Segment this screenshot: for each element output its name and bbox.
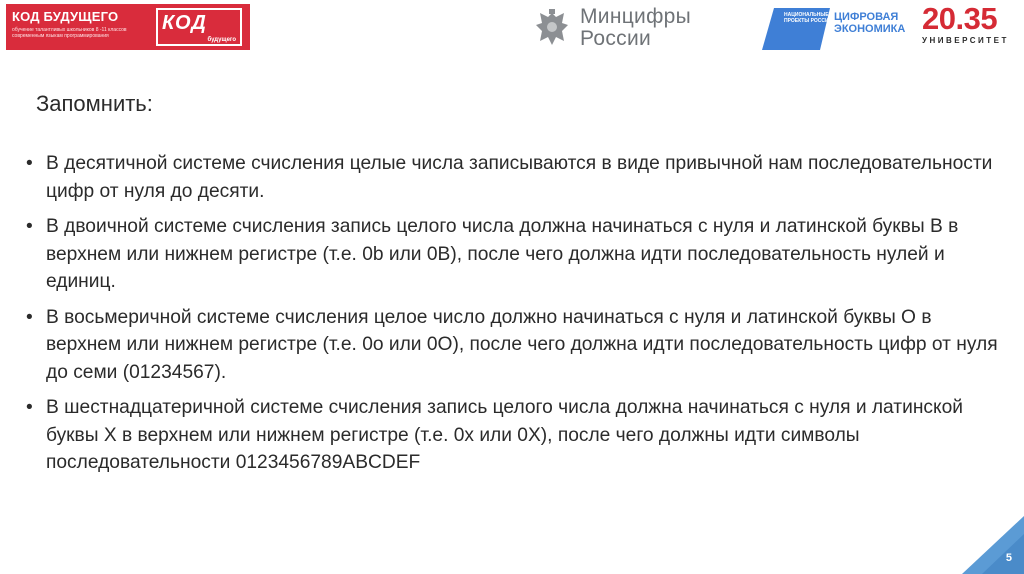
page-corner-triangle [962,516,1024,574]
mintsifry-line1: Минцифры [580,5,692,28]
digital-economy-line1: ЦИФРОВАЯ [834,11,899,23]
russian-coat-of-arms-icon [530,7,574,51]
bullet-list [26,150,1006,485]
university-2035-logo [922,2,1018,45]
bullet-text: В шестнадцатеричной системе счисления запись целого числа должна начинаться с нуля и латинской буквы X в верхнем или нижнем регистре (т.е. 0x или 0X), после чего должны идти символы последовательности 0123456789ABCDEF [46,397,964,473]
university-number: 20.35 [922,1,998,36]
bullet-item [26,394,1006,477]
kod-banner-title: КОД БУДУЩЕГО [12,9,119,24]
slide-header [0,0,1024,62]
digital-economy-title [834,11,905,35]
page-number: 5 [1005,552,1012,564]
digital-economy-line2: ЭКОНОМИКА [834,23,906,35]
bullet-text: В двоичной системе счисления запись целого числа должна начинаться с нуля и латинской буквы B в верхнем или нижнем регистре (т.е. 0b или 0B), после чего должна идти последовательность нулей и единиц. [46,216,959,292]
kod-logo-subtext: будущего [207,37,236,43]
bullet-item [26,150,1006,205]
digital-economy-logo [760,6,920,50]
slide-title: Запомнить: [36,91,153,116]
bullet-dot: • [26,216,33,237]
bullet-dot: • [26,397,33,418]
mintsifry-logo [580,6,750,50]
kod-banner-subtitle: обучение талантливых школьников 8 -11 классов современным языкам программирования [12,27,127,39]
bullet-dot: • [26,153,33,174]
bullet-dot: • [26,306,33,328]
kod-budushchego-banner [6,4,250,50]
kod-logo [156,8,242,46]
bullet-text: В десятичной системе счисления целые числа записываются в виде привычной нам последовательности цифр от нуля до десяти. [46,153,993,202]
mintsifry-line2: России [580,27,652,50]
bullet-item [26,213,1006,296]
bullet-item [26,304,1006,387]
kod-logo-text: КОД [162,12,207,34]
university-label: УНИВЕРСИТЕТ [922,36,1009,45]
national-projects-label: НАЦИОНАЛЬНЫЕ ПРОЕКТЫ РОССИИ [784,12,833,24]
bullet-text: В восьмеричной системе счисления целое число должно начинаться с нуля и латинской буквы O в верхнем или нижнем регистре (т.е. 0o или 0O), после чего должна идти последовательность цифр от нуля до семи (01234567). [46,306,998,383]
